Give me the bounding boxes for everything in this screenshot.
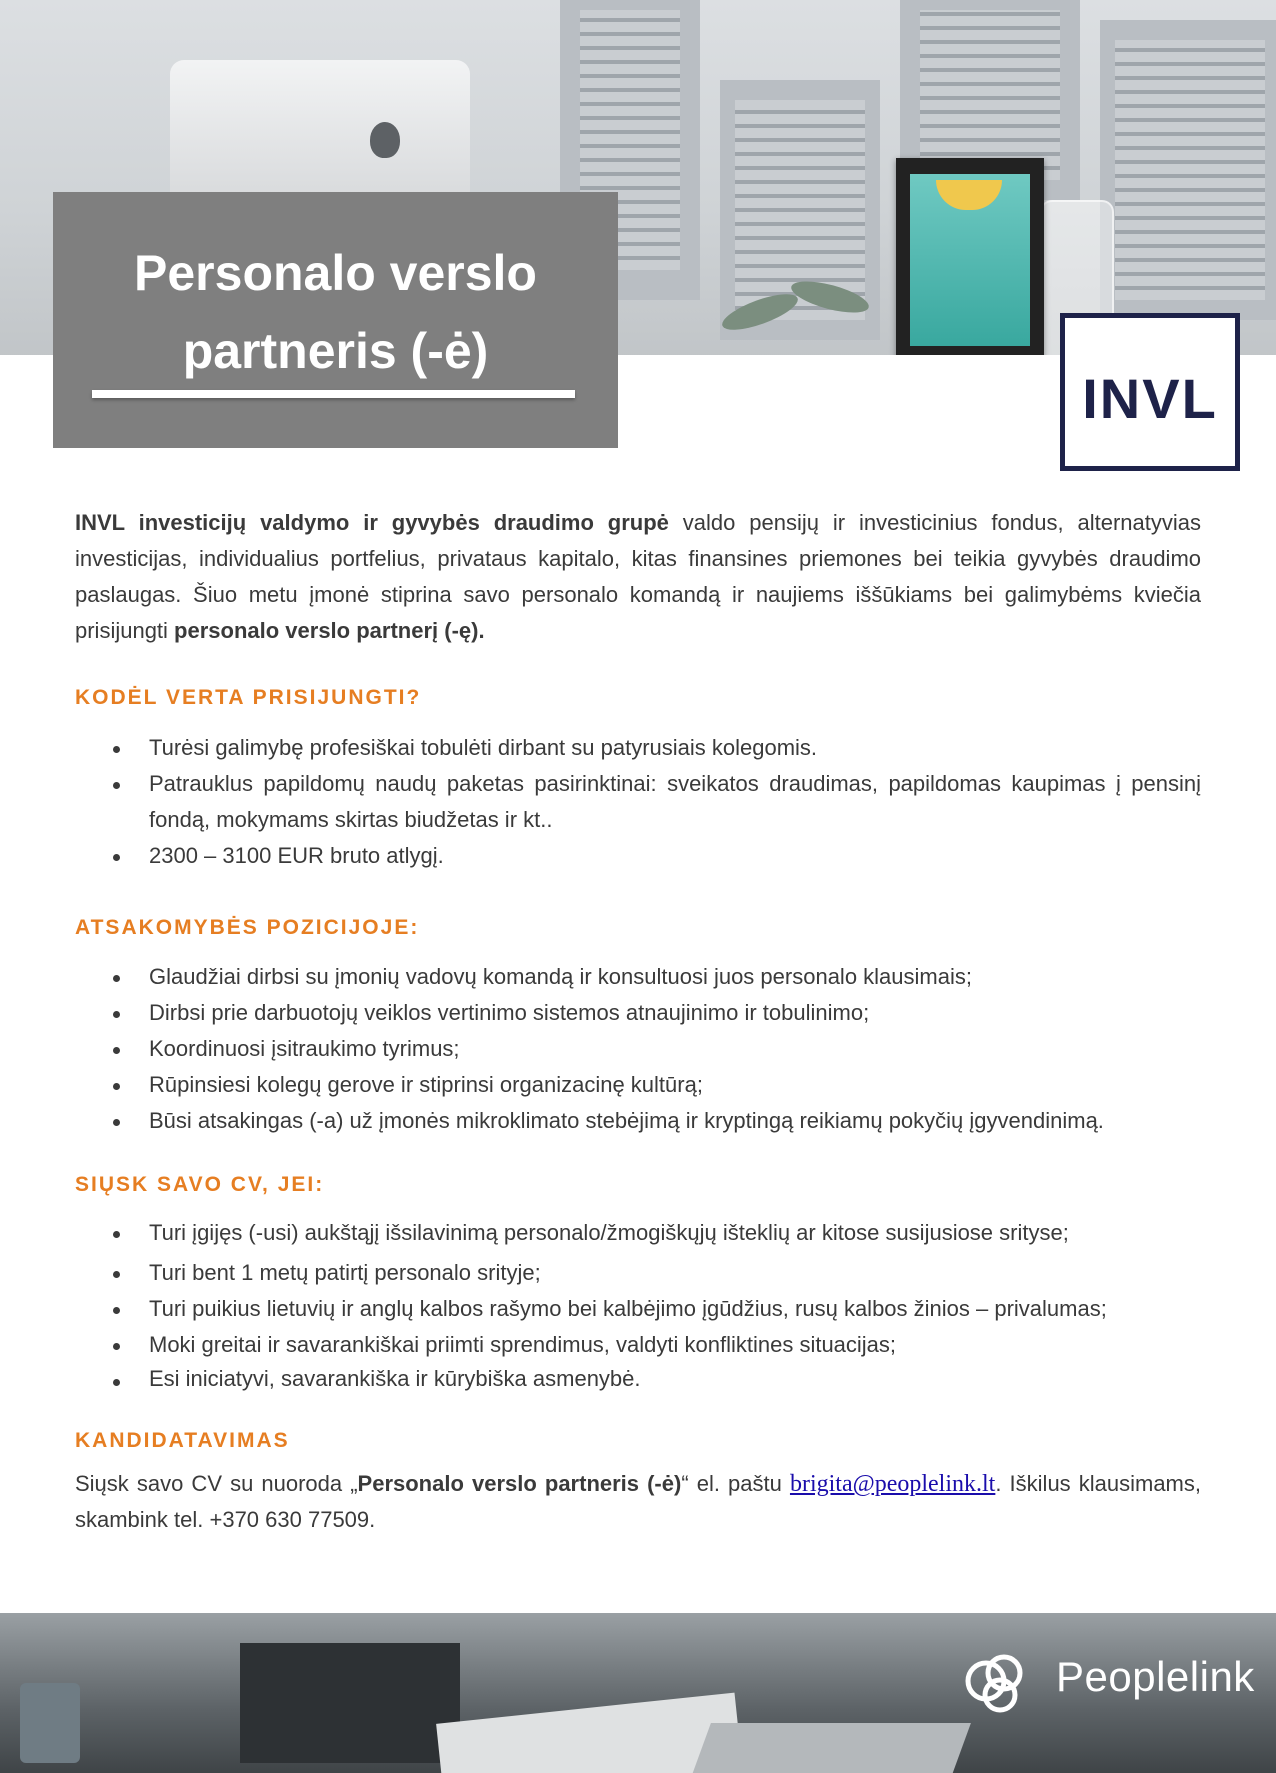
responsibilities-heading: ATSAKOMYBĖS POZICIJOJE:	[75, 916, 420, 939]
peoplelink-brand: Peoplelink	[1056, 1653, 1255, 1700]
title-underline	[92, 390, 575, 398]
intro-paragraph	[75, 505, 1201, 649]
list-item: Būsi atsakingas (-a) už įmonės mikroklimato stebėjimą ir kryptingą reikiamų pokyčių įgyvendinimą.	[75, 1103, 1201, 1139]
intro-position: personalo verslo partnerį (-ę).	[174, 618, 485, 643]
apply-heading: KANDIDATAVIMAS	[75, 1429, 290, 1452]
apply-text-1: Siųsk savo CV su nuoroda „	[75, 1471, 358, 1496]
apply-position: Personalo verslo partneris (-ė)	[357, 1471, 682, 1496]
page-title	[53, 234, 618, 390]
list-item: Turėsi galimybę profesiškai tobulėti dirbant su patyrusiais kolegomis.	[75, 730, 1201, 766]
invl-logo-text: INVL	[1082, 367, 1218, 430]
list-item: Moki greitai ir savarankiškai priimti sprendimus, valdyti konfliktines situacijas;	[75, 1327, 1201, 1363]
why-join-heading: KODĖL VERTA PRISIJUNGTI?	[75, 686, 422, 709]
apply-text-3: . Iškilus klausimams, skambink tel. +370 630 77509.	[75, 1471, 1201, 1532]
title-line-1: Personalo verslo	[134, 245, 537, 301]
laptop-illustration	[170, 60, 470, 200]
list-item: Dirbsi prie darbuotojų veiklos vertinimo sistemos atnaujinimo ir tobulinimo;	[75, 995, 1201, 1031]
requirements-list	[75, 1215, 1201, 1395]
list-item: Turi puikius lietuvių ir anglų kalbos rašymo bei kalbėjimo įgūdžius, rusų kalbos žinios – privalumas;	[75, 1291, 1201, 1327]
email-link[interactable]: brigita@peoplelink.lt	[789, 1471, 996, 1497]
peoplelink-logo-icon	[960, 1647, 1032, 1719]
list-item: Koordinuosi įsitraukimo tyrimus;	[75, 1031, 1201, 1067]
list-item: Turi įgijęs (-usi) aukštąjį išsilavinimą personalo/žmogiškųjų išteklių ar kitose susijusiose srityse;	[75, 1215, 1201, 1251]
footer-photo	[0, 1613, 1276, 1773]
intro-text: valdo pensijų ir investicinius fondus, alternatyvias investicijas, individualius portfelius, privataus kapitalo, kitas finansines priemones bei teikia gyvybės draudimo paslaugas. Šiuo metu įmonė stiprina savo personalo komandą ir naujiems iššūkiams bei galimybėms kviečia prisijungti	[75, 510, 1201, 643]
apply-text-2: “ el. paštu	[681, 1471, 790, 1496]
intro-section	[75, 505, 1201, 649]
list-item: Patrauklus papildomų naudų paketas pasirinktinai: sveikatos draudimas, papildomas kaupimas į pensinį fondą, mokymams skirtas biudžetas ir kt..	[75, 766, 1201, 838]
why-join-list	[75, 730, 1201, 874]
list-item: Glaudžiai dirbsi su įmonių vadovų komandą ir konsultuosi juos personalo klausimais;	[75, 959, 1201, 995]
list-item: Esi iniciatyvi, savarankiška ir kūrybiška asmenybė.	[75, 1363, 1201, 1395]
list-item: Rūpinsiesi kolegų gerove ir stiprinsi organizacinę kultūrą;	[75, 1067, 1201, 1103]
invl-logo	[1060, 313, 1240, 471]
intro-company-name: INVL investicijų valdymo ir gyvybės draudimo grupė	[75, 510, 669, 535]
apple-logo-icon	[370, 122, 400, 158]
apply-paragraph	[75, 1466, 1201, 1538]
title-line-2: partneris (-ė)	[182, 323, 489, 379]
list-item: Turi bent 1 metų patirtį personalo srityje;	[75, 1255, 1201, 1291]
title-box	[53, 192, 618, 448]
requirements-heading: SIŲSK SAVO CV, JEI:	[75, 1173, 325, 1196]
list-item: 2300 – 3100 EUR bruto atlygį.	[75, 838, 1201, 874]
poster-frame	[896, 158, 1044, 368]
responsibilities-list	[75, 959, 1201, 1139]
